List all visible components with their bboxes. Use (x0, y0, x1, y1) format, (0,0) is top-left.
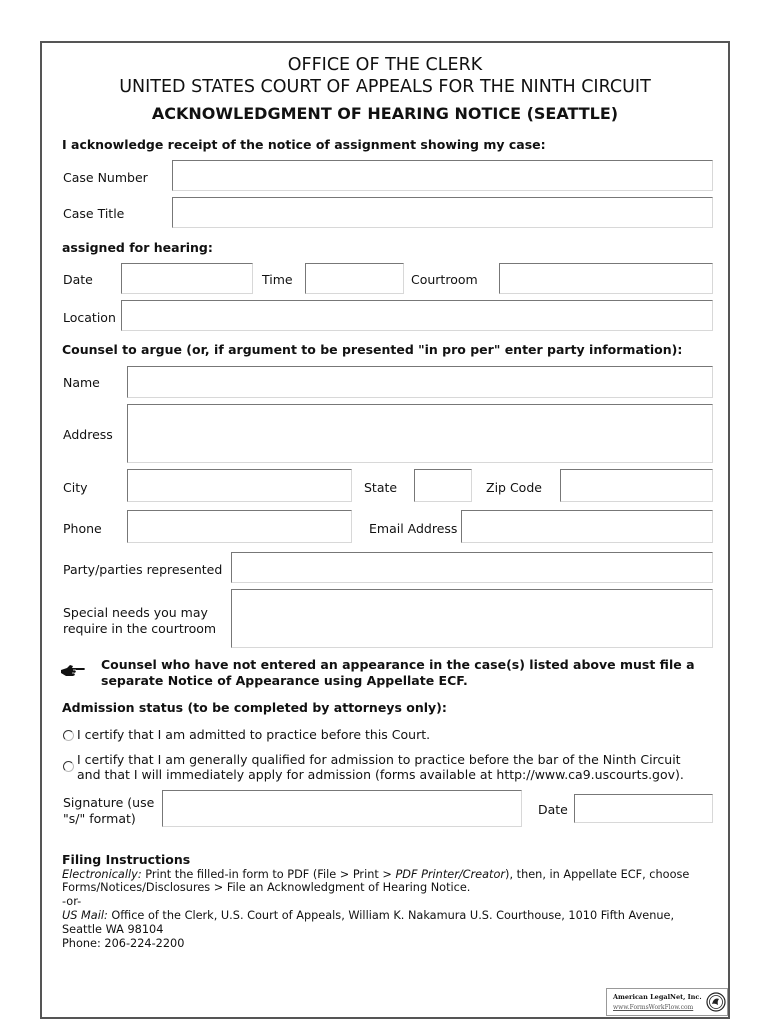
time-label: Time (262, 272, 293, 287)
city-label: City (63, 480, 88, 495)
pointing-hand-icon (60, 664, 86, 678)
hearing-time-field[interactable] (305, 263, 404, 294)
hearing-heading: assigned for hearing: (62, 240, 213, 255)
courtroom-label: Courtroom (411, 272, 478, 287)
qualified-option-line2: and that I will immediately apply for admission (forms available at http://www.ca9.uscourts.gov). (77, 767, 684, 782)
special-needs-field[interactable] (231, 589, 713, 648)
admitted-option-label: I certify that I am admitted to practice before this Court. (77, 727, 431, 742)
date-label: Date (63, 272, 93, 287)
logo-company: American LegalNet, Inc. (613, 993, 702, 1001)
signature-label-line2: "s/" format) (63, 811, 136, 826)
phone-label: Phone (63, 521, 102, 536)
phone-field[interactable] (127, 510, 352, 543)
zip-label: Zip Code (486, 480, 542, 495)
email-label: Email Address (369, 521, 458, 536)
city-field[interactable] (127, 469, 352, 502)
state-label: State (364, 480, 398, 495)
signature-date-label: Date (538, 802, 568, 817)
seal-icon (706, 992, 726, 1012)
address-label: Address (63, 427, 113, 442)
form-title: ACKNOWLEDGMENT OF HEARING NOTICE (SEATTLE) (151, 104, 619, 123)
qualified-option-line1: I certify that I am generally qualified for admission to practice before the bar of the Ninth Circuit (77, 752, 681, 767)
filing-or: -or- (62, 895, 82, 908)
admitted-radio[interactable] (63, 730, 74, 741)
name-label: Name (63, 375, 100, 390)
name-field[interactable] (127, 366, 713, 398)
filing-electronic-line2: Forms/Notices/Disclosures > File an Acknowledgment of Hearing Notice. (62, 881, 471, 894)
address-field[interactable] (127, 404, 713, 463)
notice-line1: Counsel who have not entered an appearance in the case(s) listed above must file a (101, 657, 695, 672)
filing-mail-line1: US Mail: Office of the Clerk, U.S. Court of Appeals, William K. Nakamura U.S. Courthouse, 1010 Fifth Avenue, (62, 909, 675, 922)
signature-label-line1: Signature (use (63, 795, 155, 810)
party-label: Party/parties represented (63, 562, 223, 577)
counsel-heading: Counsel to argue (or, if argument to be presented "in pro per" enter party information): (62, 342, 683, 357)
email-field[interactable] (461, 510, 713, 543)
office-heading: OFFICE OF THE CLERK (287, 55, 483, 75)
logo-url[interactable]: www.FormsWorkFlow.com (613, 1004, 694, 1011)
filing-electronic-line1: Electronically: Print the filled-in form to PDF (File > Print > PDF Printer/Creator), then, in Appellate ECF, choose (62, 868, 690, 881)
case-title-field[interactable] (172, 197, 713, 228)
intro-text: I acknowledge receipt of the notice of assignment showing my case: (62, 137, 546, 152)
party-field[interactable] (231, 552, 713, 583)
qualified-radio[interactable] (63, 761, 74, 772)
case-title-label: Case Title (63, 206, 125, 221)
case-number-label: Case Number (63, 170, 148, 185)
signature-date-field[interactable] (574, 794, 713, 823)
court-heading: UNITED STATES COURT OF APPEALS FOR THE NINTH CIRCUIT (119, 77, 651, 97)
courtroom-field[interactable] (499, 263, 713, 294)
zip-field[interactable] (560, 469, 713, 502)
filing-phone: Phone: 206-224-2200 (62, 937, 185, 950)
filing-mail-line2: Seattle WA 98104 (62, 923, 164, 936)
location-label: Location (63, 310, 116, 325)
american-legalnet-logo[interactable] (606, 988, 728, 1016)
special-needs-label-line2: require in the courtroom (63, 621, 217, 636)
hearing-date-field[interactable] (121, 263, 253, 294)
location-field[interactable] (121, 300, 713, 331)
filing-heading: Filing Instructions (62, 852, 191, 867)
special-needs-label-line1: Special needs you may (63, 605, 208, 620)
notice-line2: separate Notice of Appearance using Appellate ECF. (101, 673, 468, 688)
admission-heading: Admission status (to be completed by attorneys only): (62, 700, 447, 715)
state-field[interactable] (414, 469, 472, 502)
case-number-field[interactable] (172, 160, 713, 191)
signature-field[interactable] (162, 790, 522, 827)
